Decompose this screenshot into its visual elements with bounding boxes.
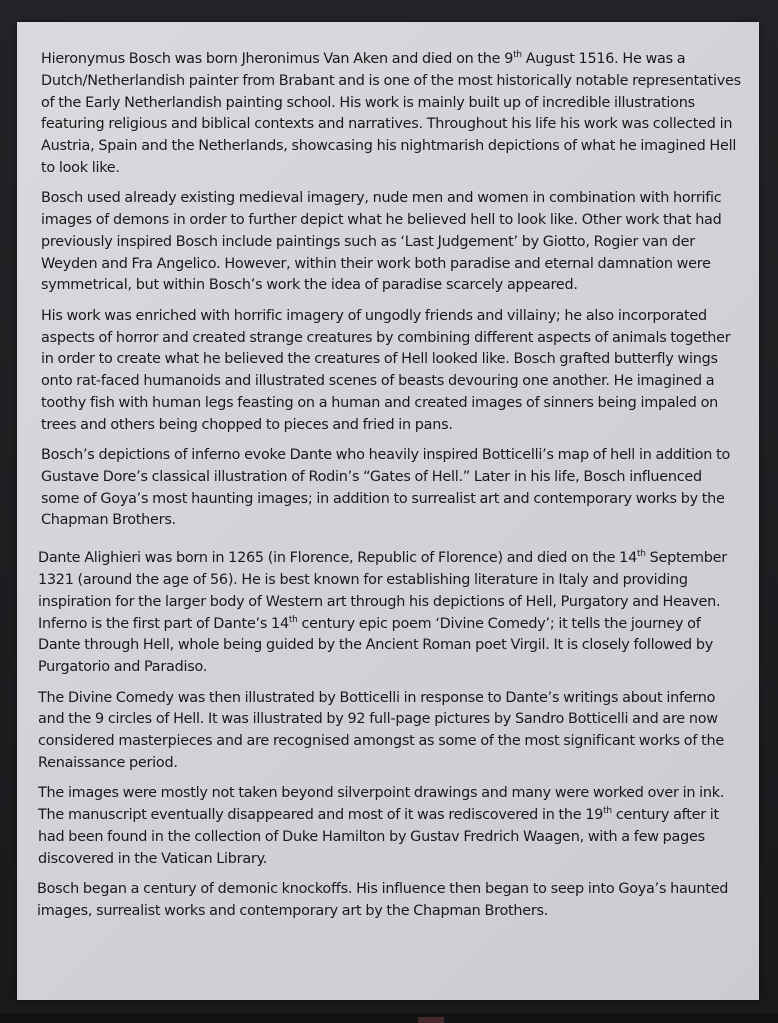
paragraph-dante-biography [38,548,741,679]
floor-mark [418,1017,444,1023]
paragraph-text: August 1516. He was a Dutch/Netherlandish painter from Brabant and is one of the most historically notable representatives of the Early Netherlandish painting school. His work is mainly built up of incredible illustrations featuring religious and biblical contexts and narratives. Throughout his life his work was collected in Austria, Spain and the Netherlands, showcasing his nightmarish depictions of what he imagined Hell to look like. [41,51,741,176]
paragraph-text: The images were mostly not taken beyond silverpoint drawings and many were worked over in ink. The manuscript eventually disappeared and most of it was rediscovered in the 19 [38,785,725,823]
paragraph-text: Bosch used already existing medieval imagery, nude men and women in combination with horrific images of demons in order to further depict what he believed hell to look like. Other work that had previously inspired Bosch include paintings such as ‘Last Judgement’ by Giotto, Rogier van der Weyden and Fra Angelico. However, within their work both paradise and eternal damnation were symmetrical, but within Bosch’s work the idea of paradise scarcely appeared. [41,190,722,294]
paragraph-text: Bosch began a century of demonic knockoffs. His influence then began to seep into Goya’s haunted images, surrealist works and contemporary art by the Chapman Brothers. [37,880,729,919]
paragraph-bosch-legacy [37,879,741,923]
paragraph-text: Dante Alighieri was born in 1265 (in Florence, Republic of Florence) and died on the 14 [38,550,637,567]
paragraph-bosch-creatures [41,306,741,437]
ordinal-superscript: th [513,50,522,61]
ordinal-superscript: th [603,806,612,817]
paragraph-text: Bosch’s depictions of inferno evoke Dante who heavily inspired Botticelli’s map of hell in addition to Gustave Dore’s classical illustration of Rodin’s “Gates of Hell.” Later in his life, Bosch influenced some of Goya’s most haunting images; in addition to surrealist art and contemporary works by the Chapman Brothers. [41,447,731,529]
paragraph-divine-comedy-botticelli [38,688,741,775]
paragraph-bosch-biography [41,49,741,180]
paragraph-bosch-imagery [41,188,741,297]
paragraph-text: Hieronymus Bosch was born Jheronimus Van Aken and died on the 9 [41,51,514,67]
ordinal-superscript: th [288,614,298,625]
ordinal-superscript: th [636,549,646,560]
paragraph-text: The Divine Comedy was then illustrated by Botticelli in response to Dante’s writings about inferno and the 9 circles of Hell. It was illustrated by 92 full-page pictures by Sandro Botticelli and are now considered masterpieces and are recognised amongst as some of the most significant works of the Renaissance period. [38,689,724,771]
paper-sheet [17,22,759,1000]
floor-strip [0,1013,778,1023]
paragraph-text: century after it had been found in the collection of Duke Hamilton by Gustav Fredrich Waagen, with a few pages discovered in the Vatican Library. [38,807,719,867]
paragraph-text: September 1321 (around the age of 56). He is best known for establishing literature in Italy and providing inspiration for the larger body of Western art through his depictions of Hell, Purgatory and Heaven. Inferno is the first part of Dante’s 14 [38,550,727,632]
paragraph-text: His work was enriched with horrific imagery of ungodly friends and villainy; he also incorporated aspects of horror and created strange creatures by combining different aspects of animals together in order to create what he believed the creatures of Hell looked like. Bosch grafted butterfly wings onto rat-faced humanoids and illustrated scenes of beasts devouring one another. He imagined a toothy fish with human legs feasting on a human and created images of sinners being impaled on trees and others being chopped to pieces and fried in pans. [41,307,731,433]
paragraph-bosch-influence [41,445,741,532]
paragraph-manuscript-history [38,783,741,870]
paragraph-text: century epic poem ‘Divine Comedy’; it tells the journey of Dante through Hell, whole being guided by the Ancient Roman poet Virgil. It is closely followed by Purgatorio and Paradiso. [38,615,714,676]
